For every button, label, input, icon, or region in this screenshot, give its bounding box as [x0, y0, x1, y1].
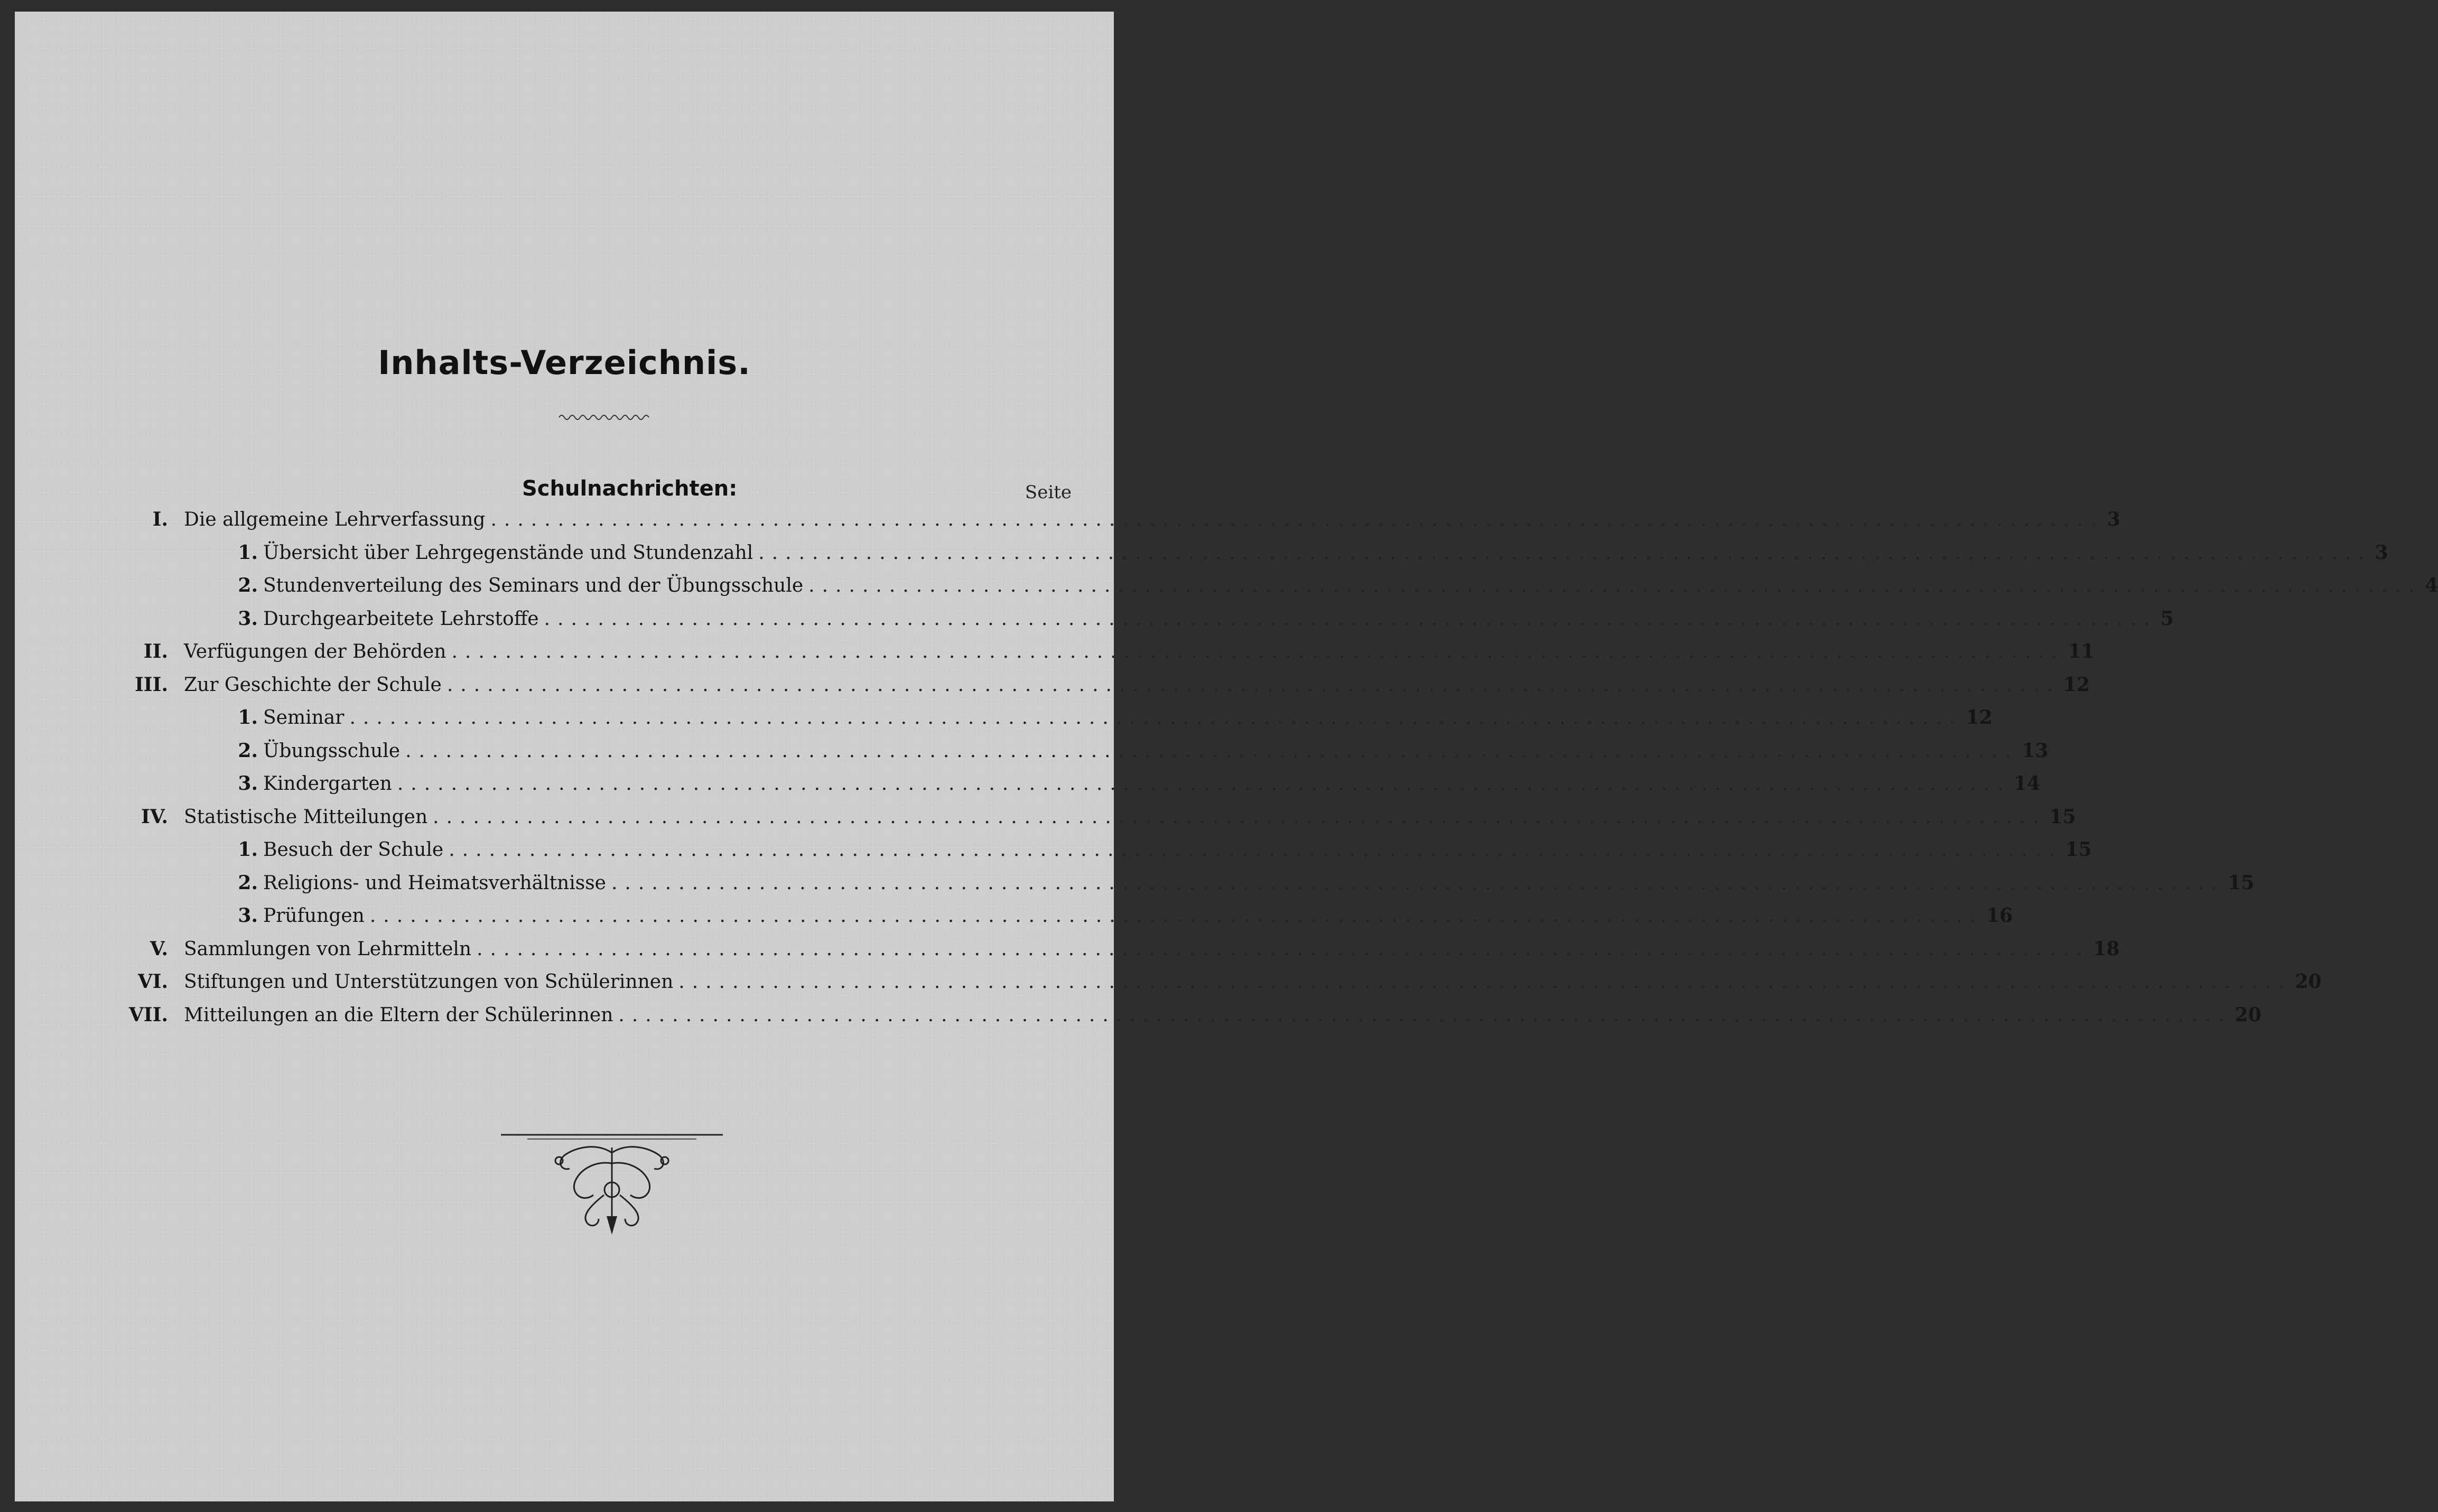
toc-leader-dots: ........................................................................................................................	[449, 839, 2062, 861]
title-squiggle-divider	[559, 411, 649, 424]
toc-leader-dots: ........................................................................................................................	[618, 1004, 2232, 1026]
toc-entry-title: Mitteilungen an die Eltern der Schülerinnen	[184, 1004, 613, 1026]
toc-leader-dots: ........................................................................................................................	[808, 575, 2422, 596]
toc-entry-title: Verfügungen der Behörden	[184, 641, 446, 662]
decorative-ornament	[496, 1132, 728, 1237]
toc-entry-number: 2.	[238, 739, 258, 762]
toc-leader-dots: ........................................................................................................................	[369, 905, 1984, 927]
toc-entry-page: 15	[2049, 805, 2076, 828]
toc-entry-number: 1.	[238, 838, 258, 861]
toc-entry-title: Stiftungen und Unterstützungen von Schülerinnen	[184, 971, 674, 993]
toc-entry	[238, 871, 2255, 898]
toc-entry-title: Kindergarten	[263, 773, 392, 795]
toc-leader-dots: ........................................................................................................................	[758, 542, 2372, 564]
toc-entry	[238, 739, 2049, 766]
toc-entry-title: Zur Geschichte der Schule	[184, 674, 442, 696]
toc-entry-number: 3.	[238, 607, 258, 630]
toc-entry-number: III.	[134, 673, 168, 696]
toc-entry-number: VII.	[128, 1003, 168, 1026]
toc-entry-number: 3.	[238, 772, 258, 795]
toc-leader-dots: ........................................................................................................................	[451, 641, 2065, 662]
toc-entry-number: V.	[150, 937, 168, 960]
toc-entry	[238, 574, 2438, 601]
toc-entry	[238, 838, 2092, 865]
toc-entry-title: Die allgemeine Lehrverfassung	[184, 509, 486, 530]
toc-entry-page: 14	[2014, 772, 2041, 795]
toc-entry-title: Seminar	[263, 707, 345, 729]
toc-entry-number: 3.	[238, 904, 258, 927]
toc-entry-page: 12	[1966, 706, 1993, 729]
toc-entry-number: IV.	[141, 805, 168, 828]
toc-entry-page: 20	[2235, 1003, 2262, 1026]
toc-entry	[152, 508, 2120, 535]
toc-entry	[238, 904, 2013, 931]
toc-entry-page: 18	[2093, 937, 2120, 960]
toc-entry-title: Prüfungen	[263, 905, 365, 927]
toc-entry	[238, 541, 2388, 568]
toc-entry-page: 13	[2022, 739, 2049, 762]
toc-leader-dots: ........................................................................................................................	[446, 674, 2061, 696]
toc-entry-page: 12	[2063, 673, 2090, 696]
toc-entry	[143, 640, 2095, 667]
toc-entry-page: 5	[2160, 607, 2174, 630]
toc-entry-title: Übungsschule	[263, 740, 401, 762]
toc-entry-title: Durchgearbeitete Lehrstoffe	[263, 608, 539, 630]
page-title: Inhalts-Verzeichnis.	[378, 343, 751, 382]
toc-entry	[150, 937, 2120, 964]
toc-entry-page: 3	[2107, 508, 2120, 530]
toc-entry-page: 15	[2065, 838, 2092, 861]
toc-leader-dots: ........................................................................................................................	[544, 608, 2157, 630]
toc-entry-title: Religions- und Heimatsverhältnisse	[263, 872, 606, 894]
toc-entry-page: 4	[2425, 574, 2438, 596]
toc-entry	[238, 607, 2174, 634]
toc-leader-dots: ........................................................................................................................	[611, 872, 2225, 894]
toc-entry-number: II.	[143, 640, 168, 662]
toc-entry-number: I.	[152, 508, 168, 530]
toc-entry-title: Statistische Mitteilungen	[184, 806, 428, 828]
toc-entry	[238, 706, 1993, 733]
toc-entry-title: Stundenverteilung des Seminars und der Übungsschule	[263, 575, 804, 596]
toc-leader-dots: ........................................................................................................................	[490, 509, 2104, 530]
toc-leader-dots: ........................................................................................................................	[349, 707, 1963, 729]
toc-leader-dots: ........................................................................................................................	[397, 773, 2011, 795]
toc-entry-page: 15	[2228, 871, 2255, 894]
toc-entry	[141, 805, 2076, 832]
toc-entry	[134, 673, 2090, 700]
toc-entry-number: VI.	[137, 970, 168, 993]
toc-leader-dots: ........................................................................................................................	[477, 938, 2090, 960]
toc-entry-number: 2.	[238, 871, 258, 894]
toc-leader-dots: ........................................................................................................................	[433, 806, 2046, 828]
toc-entry	[128, 1003, 2262, 1030]
toc-leader-dots: ........................................................................................................................	[405, 740, 2019, 762]
toc-entry-title: Übersicht über Lehrgegenstände und Stundenzahl	[263, 542, 753, 564]
section-heading: Schulnachrichten:	[522, 477, 738, 501]
toc-entry-page: 11	[2068, 640, 2095, 662]
toc-entry-page: 3	[2375, 541, 2388, 564]
page-column-heading: Seite	[1025, 482, 1072, 503]
toc-entry-title: Sammlungen von Lehrmitteln	[184, 938, 472, 960]
toc-entry	[238, 772, 2041, 799]
toc-entry-number: 2.	[238, 574, 258, 596]
toc-entry-page: 20	[2295, 970, 2322, 993]
toc-entry-number: 1.	[238, 706, 258, 729]
toc-entry-number: 1.	[238, 541, 258, 564]
toc-leader-dots: ........................................................................................................................	[678, 971, 2292, 993]
toc-entry-title: Besuch der Schule	[263, 839, 444, 861]
toc-entry-page: 16	[1986, 904, 2013, 927]
document-page	[15, 12, 2438, 1501]
toc-entry	[137, 970, 2322, 997]
